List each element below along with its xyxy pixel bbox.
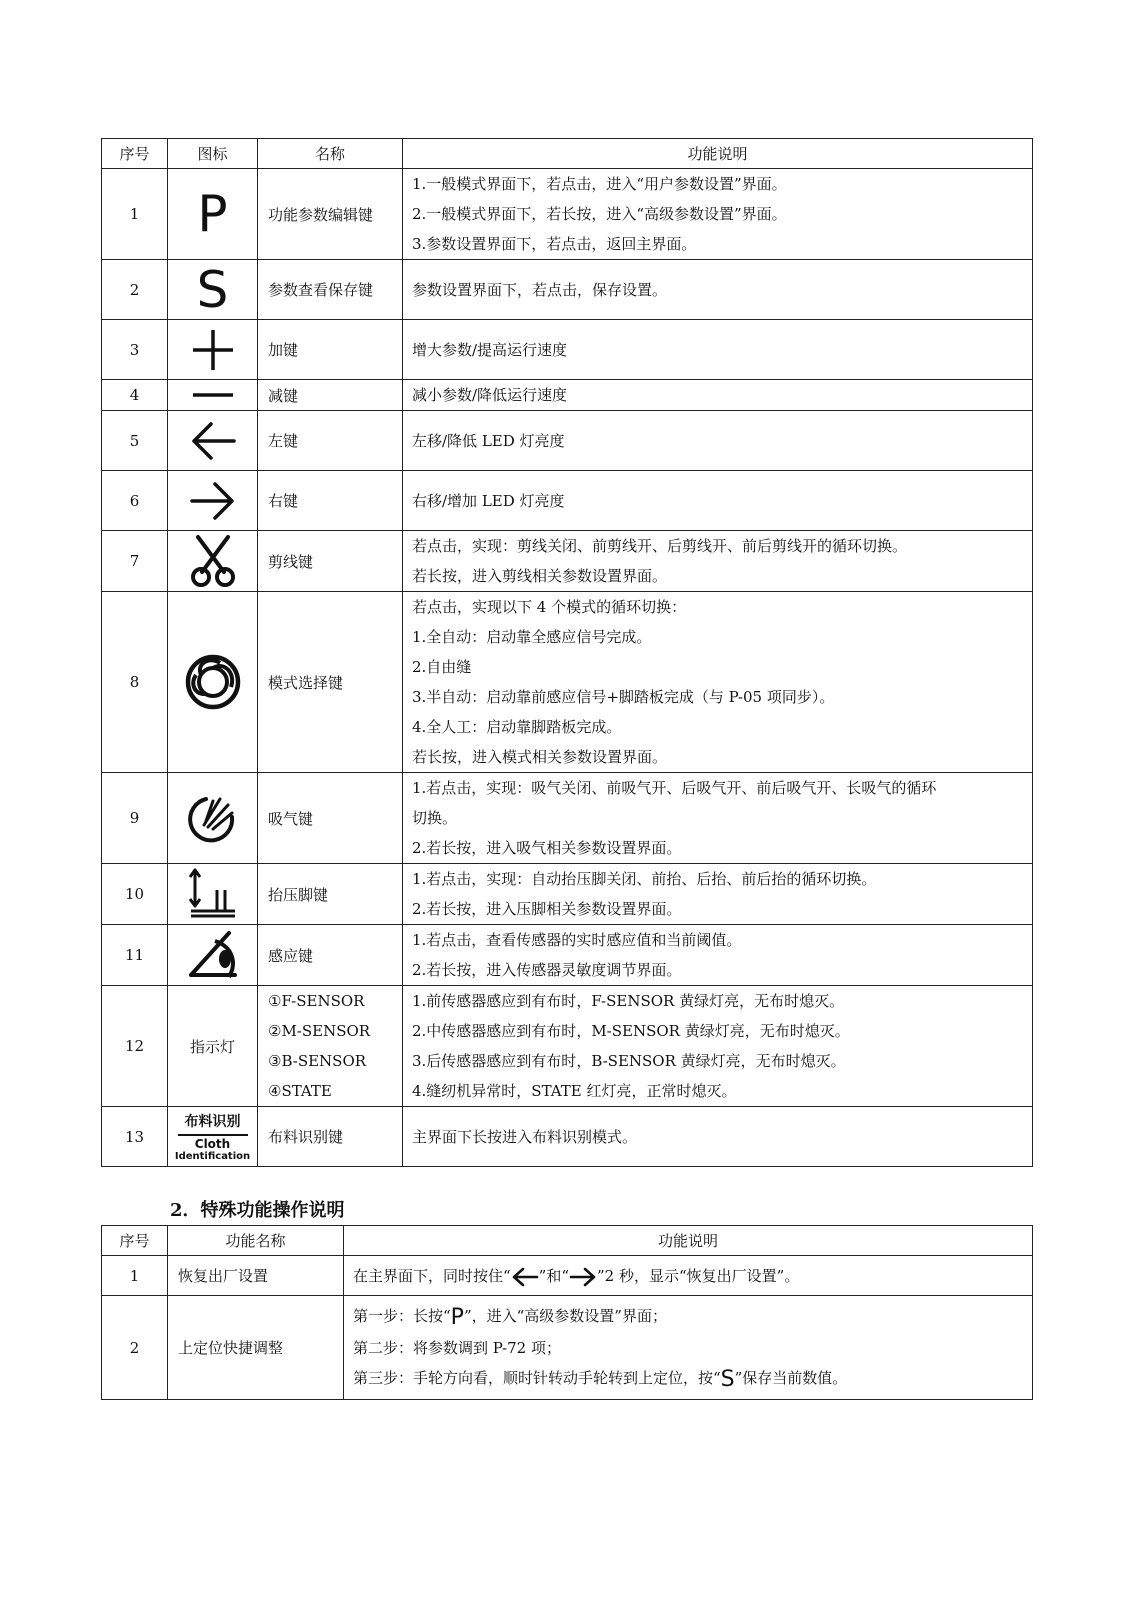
row-name: 布料识别键 [258,1107,403,1167]
row-desc: 1.若点击，实现：吸气关闭、前吸气开、后吸气开、前后吸气开、长吸气的循环 切换。 2.若长按，进入吸气相关参数设置界面。 [403,773,1033,864]
row-desc: 第一步：长按“P”，进入“高级参数设置”界面； 第二步：将参数调到 P-72 项； 第三步：手轮方向看，顺时针转动手轮转到上定位，按“S”保存当前数值。 [344,1296,1033,1400]
header-icon: 图标 [168,139,258,169]
row-no: 10 [102,864,168,925]
row-no: 1 [102,169,168,260]
cloth-identification-icon: 布料识别 Cloth Identification [174,1114,251,1162]
table-row [102,1256,1033,1296]
s-letter-icon: S [196,260,229,319]
row-name: 抬压脚键 [258,864,403,925]
row-no: 13 [102,1107,168,1167]
table-row [102,320,1033,380]
row-desc: 参数设置界面下，若点击，保存设置。 [403,260,1033,320]
row-no: 8 [102,592,168,773]
row-name: ①F-SENSOR ②M-SENSOR ③B-SENSOR ④STATE [258,986,403,1107]
row-desc: 若点击，实现以下 4 个模式的循环切换： 1.全自动：启动靠全感应信号完成。 2.自由缝 3.半自动：启动靠前感应信号+脚踏板完成（与 P-05 项同步）。 4.全人工：启动靠脚踏板完成。 若长按，进入模式相关参数设置界面。 [403,592,1033,773]
row-name: 感应键 [258,925,403,986]
arrow-right-icon [569,1267,597,1287]
table-header-row [102,139,1033,169]
table-row [102,773,1033,864]
table-row [102,471,1033,531]
row-no: 5 [102,411,168,471]
arrow-left-icon [189,421,237,461]
s-letter-icon: S [720,1366,735,1392]
row-desc: 增大参数/提高运行速度 [403,320,1033,380]
sensor-eye-icon [185,927,241,983]
header-function: 功能说明 [344,1226,1033,1256]
p-letter-icon: P [197,185,228,243]
table-row [102,986,1033,1107]
row-no: 4 [102,380,168,411]
row-no: 9 [102,773,168,864]
row-name: 吸气键 [258,773,403,864]
row-no: 7 [102,531,168,592]
plus-icon [190,327,236,373]
row-desc: 1.前传感器感应到有布时，F-SENSOR 黄绿灯亮，无布时熄灭。 2.中传感器感应到有布时，M-SENSOR 黄绿灯亮，无布时熄灭。 3.后传感器感应到有布时，B-SENSOR 黄绿灯亮，无布时熄灭。 4.缝纫机异常时，STATE 红灯亮，正常时熄灭。 [403,986,1033,1107]
row-name: 剪线键 [258,531,403,592]
header-no: 序号 [102,139,168,169]
table-row [102,531,1033,592]
table-row [102,592,1033,773]
row-name: 减键 [258,380,403,411]
row-no: 1 [102,1256,168,1296]
mode-select-icon [184,653,242,711]
table-header-row [102,1226,1033,1256]
air-suction-icon [186,791,240,845]
presser-foot-lift-icon [187,866,239,922]
header-function: 功能说明 [403,139,1033,169]
table-row [102,411,1033,471]
row-name: 参数查看保存键 [258,260,403,320]
row-name: 加键 [258,320,403,380]
table-row [102,169,1033,260]
table-row [102,925,1033,986]
table-row [102,864,1033,925]
p-letter-icon: P [450,1304,464,1330]
row-no: 3 [102,320,168,380]
special-function-table [101,1225,1033,1400]
row-no: 6 [102,471,168,531]
row-name: 功能参数编辑键 [258,169,403,260]
table-row [102,1107,1033,1167]
header-function-name: 功能名称 [168,1226,344,1256]
row-desc: 若点击，实现：剪线关闭、前剪线开、后剪线开、前后剪线开的循环切换。 若长按，进入剪线相关参数设置界面。 [403,531,1033,592]
row-desc: 主界面下长按进入布料识别模式。 [403,1107,1033,1167]
table-row [102,380,1033,411]
row-desc: 1.若点击，查看传感器的实时感应值和当前阈值。 2.若长按，进入传感器灵敏度调节界面。 [403,925,1033,986]
row-desc: 减小参数/降低运行速度 [403,380,1033,411]
indicator-label: 指示灯 [168,986,258,1107]
table-row [102,260,1033,320]
row-no: 11 [102,925,168,986]
table-row [102,1296,1033,1400]
arrow-right-icon [189,481,237,521]
row-no: 12 [102,986,168,1107]
row-desc: 右移/增加 LED 灯亮度 [403,471,1033,531]
row-no: 2 [102,1296,168,1400]
row-desc: 1.一般模式界面下，若点击，进入“用户参数设置”界面。 2.一般模式界面下，若长按，进入“高级参数设置”界面。 3.参数设置界面下，若点击，返回主界面。 [403,169,1033,260]
row-name: 恢复出厂设置 [168,1256,344,1296]
row-name: 上定位快捷调整 [168,1296,344,1400]
row-name: 左键 [258,411,403,471]
header-no: 序号 [102,1226,168,1256]
row-name: 模式选择键 [258,592,403,773]
row-name: 右键 [258,471,403,531]
row-no: 2 [102,260,168,320]
minus-icon [190,385,236,405]
row-desc: 1.若点击，实现：自动抬压脚关闭、前抬、后抬、前后抬的循环切换。 2.若长按，进入压脚相关参数设置界面。 [403,864,1033,925]
row-desc: 在主界面下，同时按住“ ”和“ ”2 秒，显示“恢复出厂设置”。 [344,1256,1033,1296]
key-function-table [101,138,1033,1167]
header-name: 名称 [258,139,403,169]
section-title: 2．特殊功能操作说明 [170,1200,345,1221]
scissors-icon [188,534,238,588]
row-desc: 左移/降低 LED 灯亮度 [403,411,1033,471]
arrow-left-icon [511,1267,539,1287]
